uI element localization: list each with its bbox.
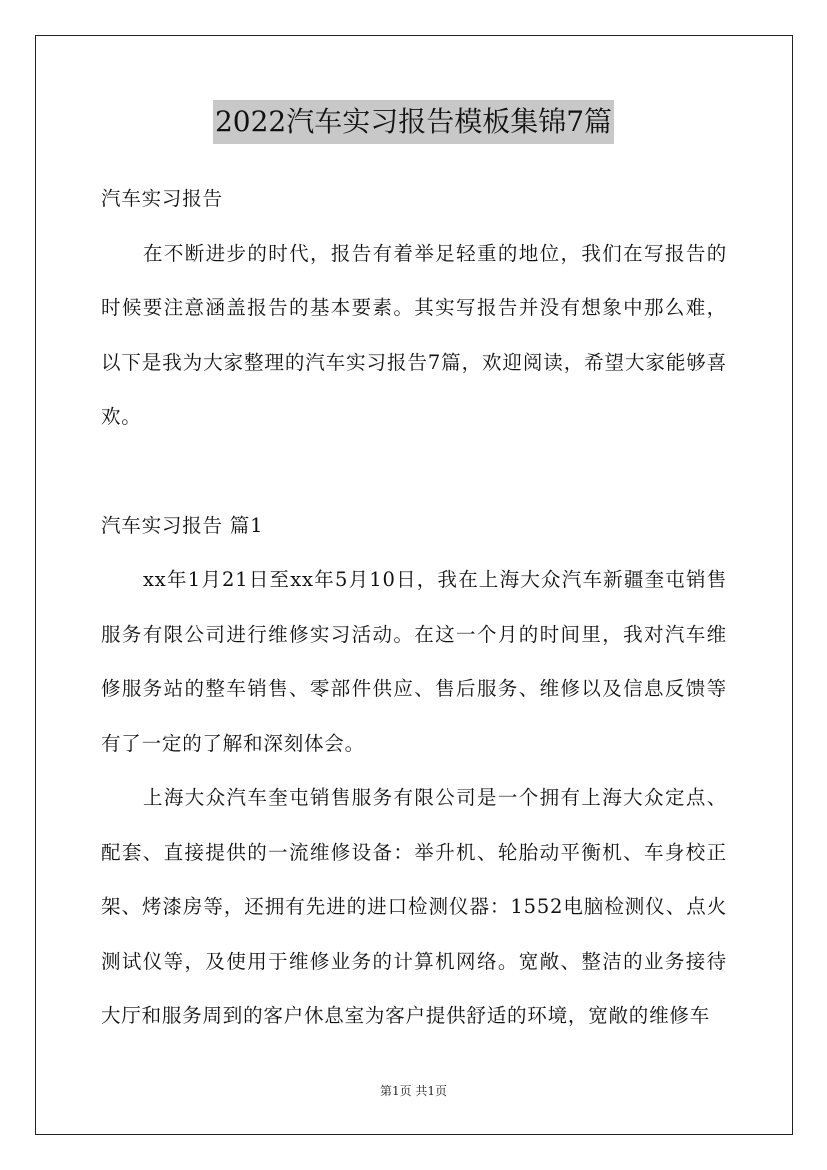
intro-paragraph: 在不断进步的时代，报告有着举足轻重的地位，我们在写报告的时候要注意涵盖报告的基本要素。其实写报告并没有想象中那么难，以下是我为大家整理的汽车实习报告7篇，欢迎阅读，希望大家能够喜欢。 (101, 241, 727, 428)
document-title: 2022汽车实习报告模板集锦7篇 (213, 100, 614, 144)
document-title-container (0, 100, 827, 144)
document-body (101, 172, 727, 1044)
intro-heading: 汽车实习报告 (101, 187, 223, 210)
section-heading: 汽车实习报告 篇1 (101, 513, 264, 537)
section-spacer (101, 445, 727, 499)
page-footer: 第1页 共1页 (379, 1084, 448, 1098)
section-paragraph-1: xx年1月21日至xx年5月10日，我在上海大众汽车新疆奎屯销售服务有限公司进行维修实习活动。在这一个月的时间里，我对汽车维修服务站的整车销售、零部件供应、售后服务、维修以及信息反馈等有了一定的了解和深刻体会。 (101, 568, 727, 755)
section-paragraph-2: 上海大众汽车奎屯销售服务有限公司是一个拥有上海大众定点、配套、直接提供的一流维修设备：举升机、轮胎动平衡机、车身校正架、烤漆房等，还拥有先进的进口检测仪器：1552电脑检测仪、点火测试仪等，及使用于维修业务的计算机网络。宽敞、整洁的业务接待大厅和服务周到的客户休息室为客户提供舒适的环境，宽敞的维修车 (101, 786, 727, 1027)
